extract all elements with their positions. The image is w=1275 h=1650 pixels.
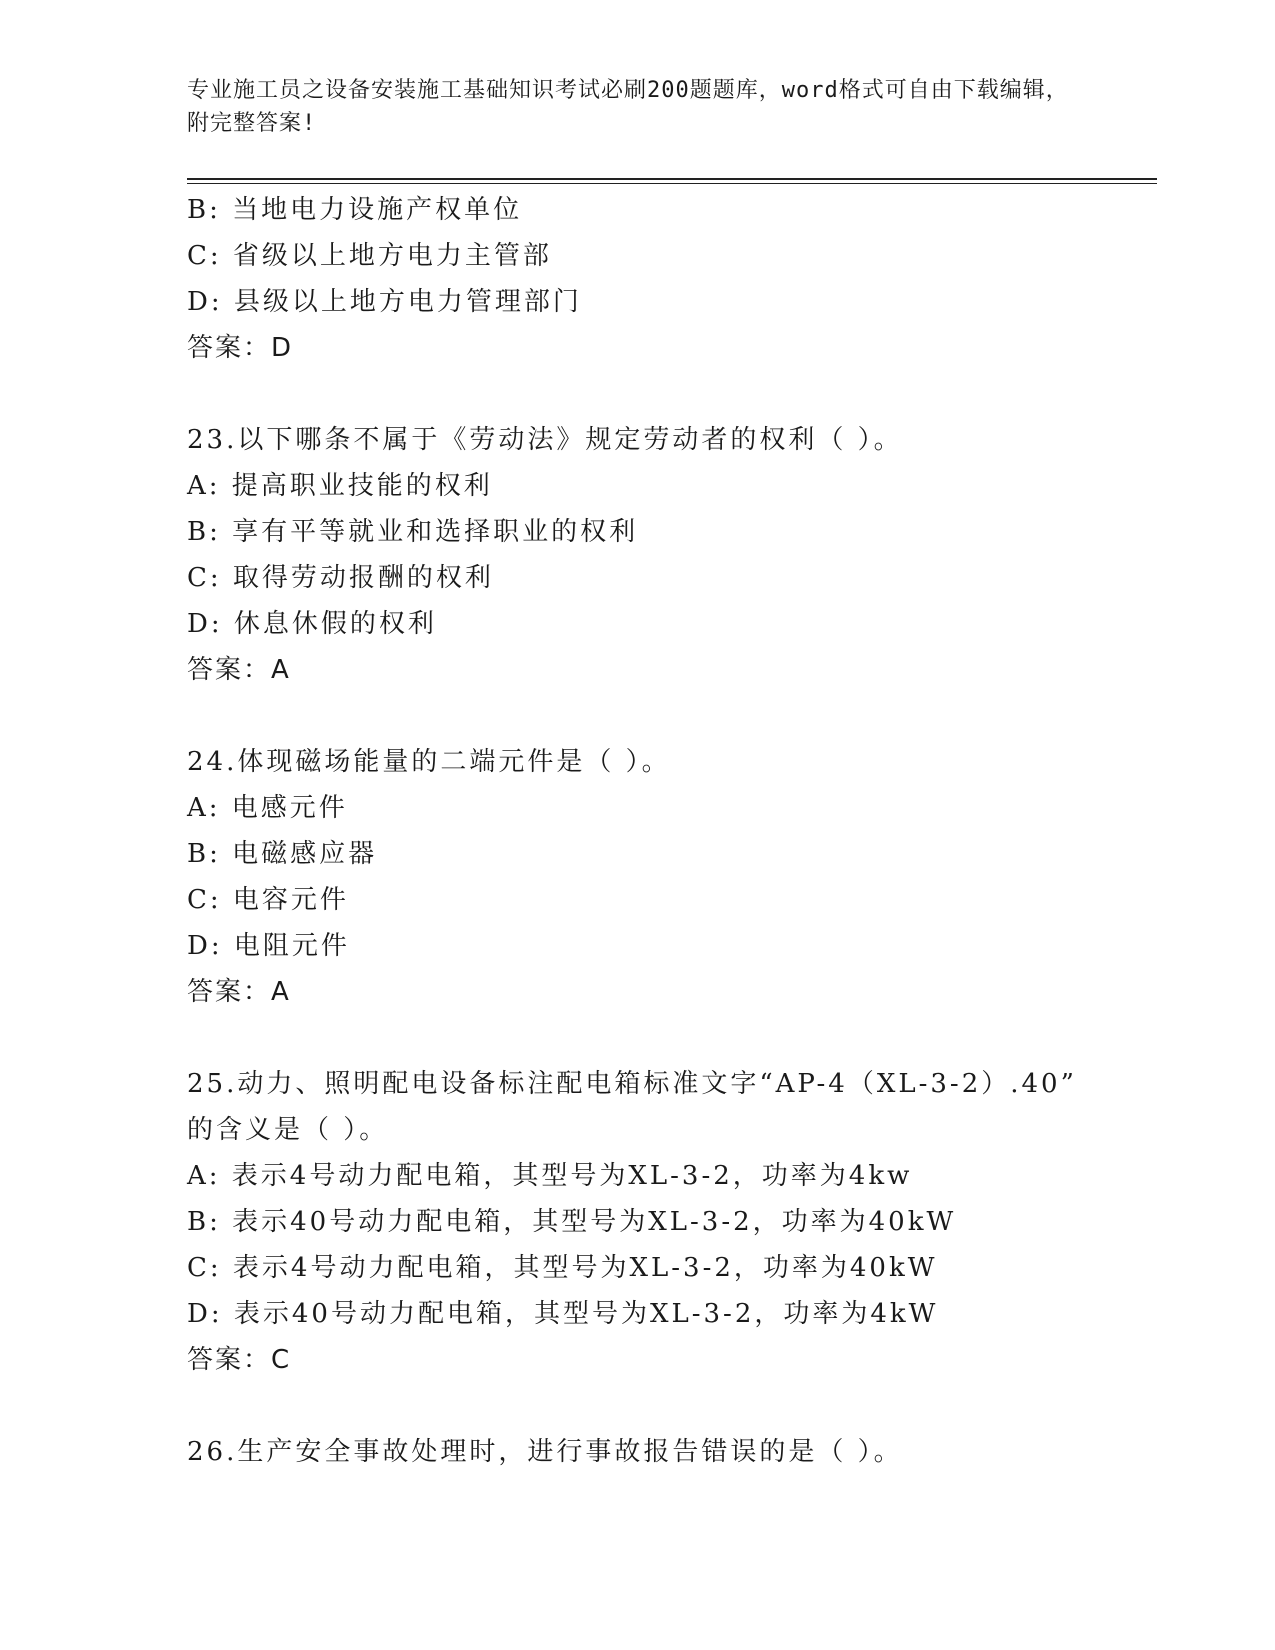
question-24-text: 24.体现磁场能量的二端元件是（ ）。 (187, 747, 671, 777)
page-header-title: 专业施工员之设备安装施工基础知识考试必刷200题题库，word格式可自由下载编辑，附完整答案! (187, 78, 1069, 136)
option-d: D: 休息休假的权利 (187, 609, 437, 639)
option-a: A: 表示4号动力配电箱，其型号为XL-3-2，功率为4kw (187, 1161, 913, 1191)
option-c: C: 省级以上地方电力主管部 (187, 241, 552, 271)
question-26-text: 26.生产安全事故处理时，进行事故报告错误的是（ ）。 (187, 1437, 903, 1467)
option-c: C: 表示4号动力配电箱，其型号为XL-3-2，功率为40kW (187, 1253, 938, 1283)
option-a: A: 提高职业技能的权利 (187, 471, 493, 501)
option-b: B: 表示40号动力配电箱，其型号为XL-3-2，功率为40kW (187, 1207, 957, 1237)
question-25-text-line2: 的含义是（ ）。 (187, 1115, 389, 1145)
option-a: A: 电感元件 (187, 793, 348, 823)
answer-line: 答案：C (187, 1345, 292, 1375)
header-rule-thick (187, 178, 1157, 180)
answer-line: 答案：A (187, 655, 291, 685)
question-content (187, 187, 1137, 1475)
option-c: C: 电容元件 (187, 885, 349, 915)
option-d: D: 县级以上地方电力管理部门 (187, 287, 582, 317)
option-d: D: 电阻元件 (187, 931, 350, 961)
answer-line: 答案：D (187, 333, 294, 363)
spacer (187, 371, 1137, 417)
header-rule-thin (187, 183, 1157, 184)
question-25-text-line1: 25.动力、照明配电设备标注配电箱标准文字“AP-4（XL-3-2）.40” (187, 1069, 1077, 1099)
spacer (187, 1015, 1137, 1061)
option-c: C: 取得劳动报酬的权利 (187, 563, 494, 593)
answer-line: 答案：A (187, 977, 291, 1007)
option-b: B: 享有平等就业和选择职业的权利 (187, 517, 639, 547)
option-d: D: 表示40号动力配电箱，其型号为XL-3-2，功率为4kW (187, 1299, 939, 1329)
option-b: B: 当地电力设施产权单位 (187, 195, 523, 225)
option-b: B: 电磁感应器 (187, 839, 378, 869)
spacer (187, 693, 1137, 739)
question-23-text: 23.以下哪条不属于《劳动法》规定劳动者的权利（ ）。 (187, 425, 903, 455)
spacer (187, 1383, 1137, 1429)
